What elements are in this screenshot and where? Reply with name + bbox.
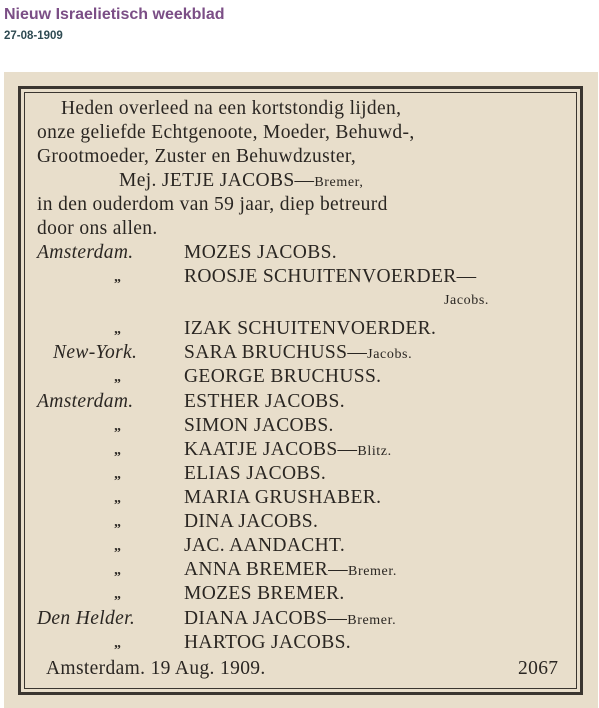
- ditto-mark: „: [114, 467, 122, 482]
- ditto-mark: „: [114, 515, 122, 530]
- ditto-mark: „: [114, 636, 122, 651]
- family-member: MOZES JACOBS.: [184, 242, 337, 263]
- ditto-mark: „: [114, 491, 122, 506]
- family-place: Amsterdam.: [37, 242, 134, 263]
- ditto-mark: „: [114, 419, 122, 434]
- notice-footer-place-date: Amsterdam. 19 Aug. 1909.: [46, 658, 266, 679]
- age-line: in den ouderdom van 59 jaar, diep betreurd: [37, 194, 388, 215]
- family-member: JAC. AANDACHT.: [184, 535, 346, 556]
- family-member: SIMON JACOBS.: [184, 415, 334, 436]
- family-place: Amsterdam.: [37, 391, 134, 412]
- family-member: DIANA JACOBS—Bremer.: [184, 608, 397, 629]
- ditto-mark: „: [114, 539, 122, 554]
- family-place: Den Helder.: [37, 608, 136, 629]
- notice-footer-number: 2067: [518, 658, 559, 679]
- family-member: HARTOG JACOBS.: [184, 632, 351, 653]
- family-member: ANNA BREMER—Bremer.: [184, 559, 397, 580]
- family-member: KAATJE JACOBS—Blitz.: [184, 439, 392, 460]
- ditto-mark: „: [114, 322, 122, 337]
- newspaper-clipping: [4, 72, 598, 708]
- ditto-mark: „: [114, 587, 122, 602]
- intro-line: Heden overleed na een kortstondig lijden,: [61, 98, 402, 119]
- family-member: MARIA GRUSHABER.: [184, 487, 382, 508]
- intro-line: Grootmoeder, Zuster en Behuwdzuster,: [37, 146, 357, 167]
- family-member: ELIAS JACOBS.: [184, 463, 327, 484]
- family-member: GEORGE BRUCHUSS.: [184, 366, 382, 387]
- ditto-mark: „: [114, 270, 122, 285]
- family-member: SARA BRUCHUSS—Jacobs.: [184, 342, 413, 363]
- family-place: New-York.: [53, 342, 138, 363]
- deceased-name: Mej. JETJE JACOBS—Bremer,: [119, 170, 364, 191]
- family-member: IZAK SCHUITENVOERDER.: [184, 318, 437, 339]
- publication-title[interactable]: Nieuw Israelietisch weekblad: [4, 6, 225, 23]
- family-member: DINA JACOBS.: [184, 511, 319, 532]
- age-line: door ons allen.: [37, 218, 158, 239]
- family-member-suffix: Jacobs.: [444, 293, 490, 308]
- publication-date: 27-08-1909: [4, 30, 63, 42]
- intro-line: onze geliefde Echtgenoote, Moeder, Behuwd-,: [37, 122, 415, 143]
- ditto-mark: „: [114, 370, 122, 385]
- family-member: ROOSJE SCHUITENVOERDER—: [184, 266, 477, 287]
- family-member: ESTHER JACOBS.: [184, 391, 345, 412]
- ditto-mark: „: [114, 563, 122, 578]
- family-member: MOZES BREMER.: [184, 583, 345, 604]
- ditto-mark: „: [114, 443, 122, 458]
